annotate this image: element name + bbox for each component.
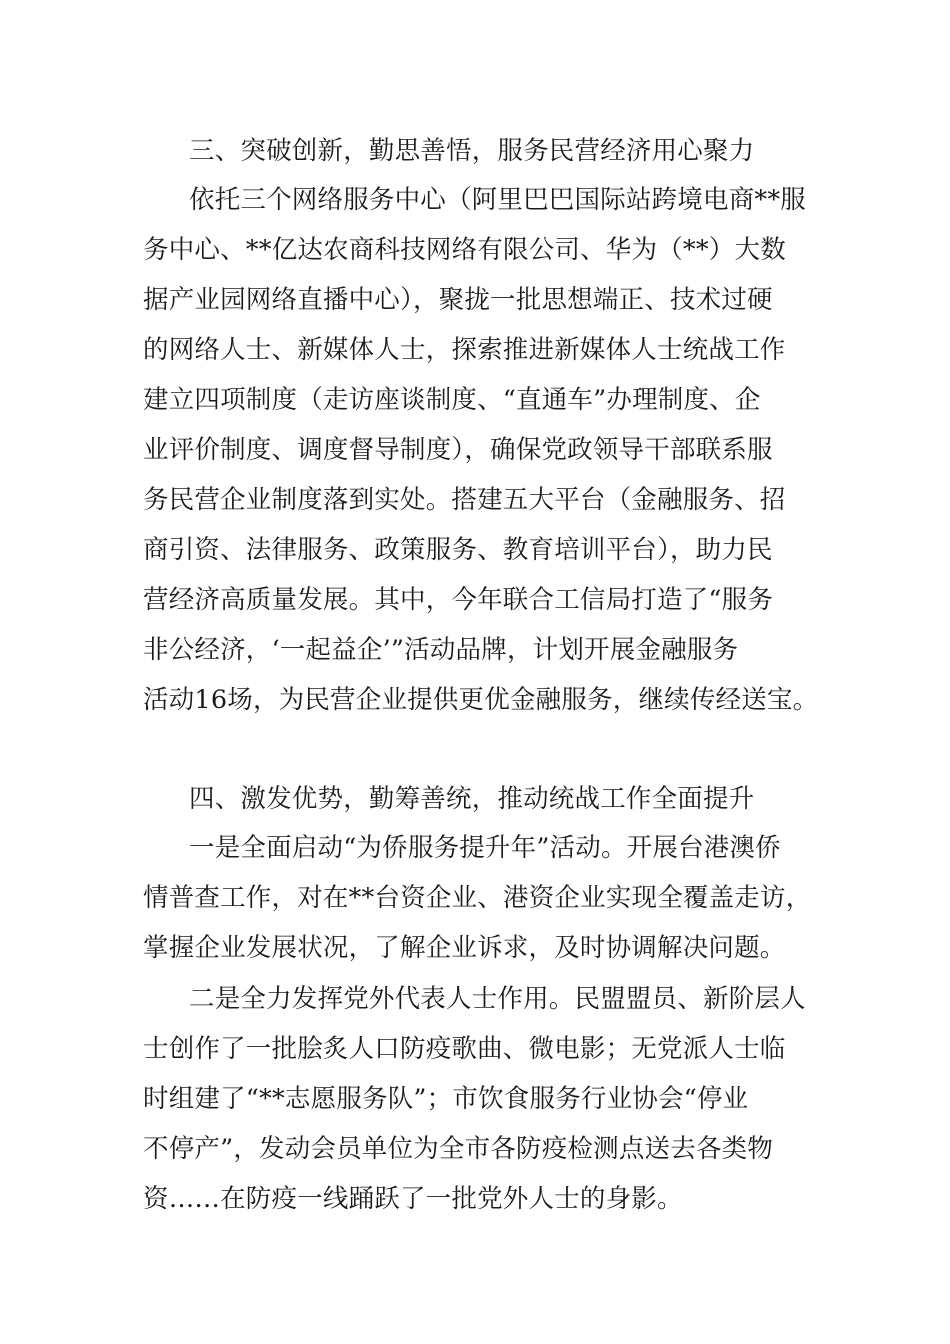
section-3-heading: 三、突破创新，勤思善悟，服务民营经济用心聚力	[189, 136, 755, 166]
paragraph-line: 时组建了“**志愿服务队”；市饮食服务行业协会“停业	[143, 1084, 749, 1114]
paragraph-line: 务民营企业制度落到实处。搭建五大平台（金融服务、招	[143, 485, 786, 515]
paragraph-line: 士创作了一批脍炙人口防疫歌曲、微电影；无党派人士临	[143, 1034, 786, 1064]
paragraph-line: 一是全面启动“为侨服务提升年”活动。开展台港澳侨	[189, 833, 781, 863]
paragraph-line: 务中心、**亿达农商科技网络有限公司、华为（**）大数	[143, 235, 786, 265]
paragraph-line: 建立四项制度（走访座谈制度、“直通车”办理制度、企	[143, 385, 761, 415]
paragraph-line: 二是全力发挥党外代表人士作用。民盟盟员、新阶层人	[189, 984, 806, 1014]
paragraph-line: 据产业园网络直播中心），聚拢一批思想端正、技术过硬	[143, 285, 773, 315]
paragraph-line: 不停产”，发动会员单位为全市各防疫检测点送去各类物	[143, 1134, 774, 1164]
paragraph-line: 营经济高质量发展。其中，今年联合工信局打造了“服务	[143, 585, 774, 615]
paragraph-line: 活动16场，为民营企业提供更优金融服务，继续传经送宝。	[143, 685, 819, 715]
paragraph-line: 资……在防疫一线踊跃了一批党外人士的身影。	[143, 1184, 683, 1214]
paragraph-line: 依托三个网络服务中心（阿里巴巴国际站跨境电商**服	[189, 185, 807, 215]
paragraph-line: 商引资、法律服务、政策服务、教育培训平台），助力民	[143, 535, 773, 565]
paragraph-line: 非公经济，‘一起益企’”活动品牌，计划开展金融服务	[143, 635, 739, 665]
section-4-heading: 四、激发优势，勤筹善统，推动统战工作全面提升	[189, 784, 755, 814]
paragraph-line: 掌握企业发展状况，了解企业诉求，及时协调解决问题。	[143, 933, 786, 963]
paragraph-line: 业评价制度、调度督导制度），确保党政领导干部联系服	[143, 435, 773, 465]
paragraph-line: 的网络人士、新媒体人士，探索推进新媒体人士统战工作	[143, 335, 786, 365]
paragraph-line: 情普查工作，对在**台资企业、港资企业实现全覆盖走访，	[143, 883, 812, 913]
